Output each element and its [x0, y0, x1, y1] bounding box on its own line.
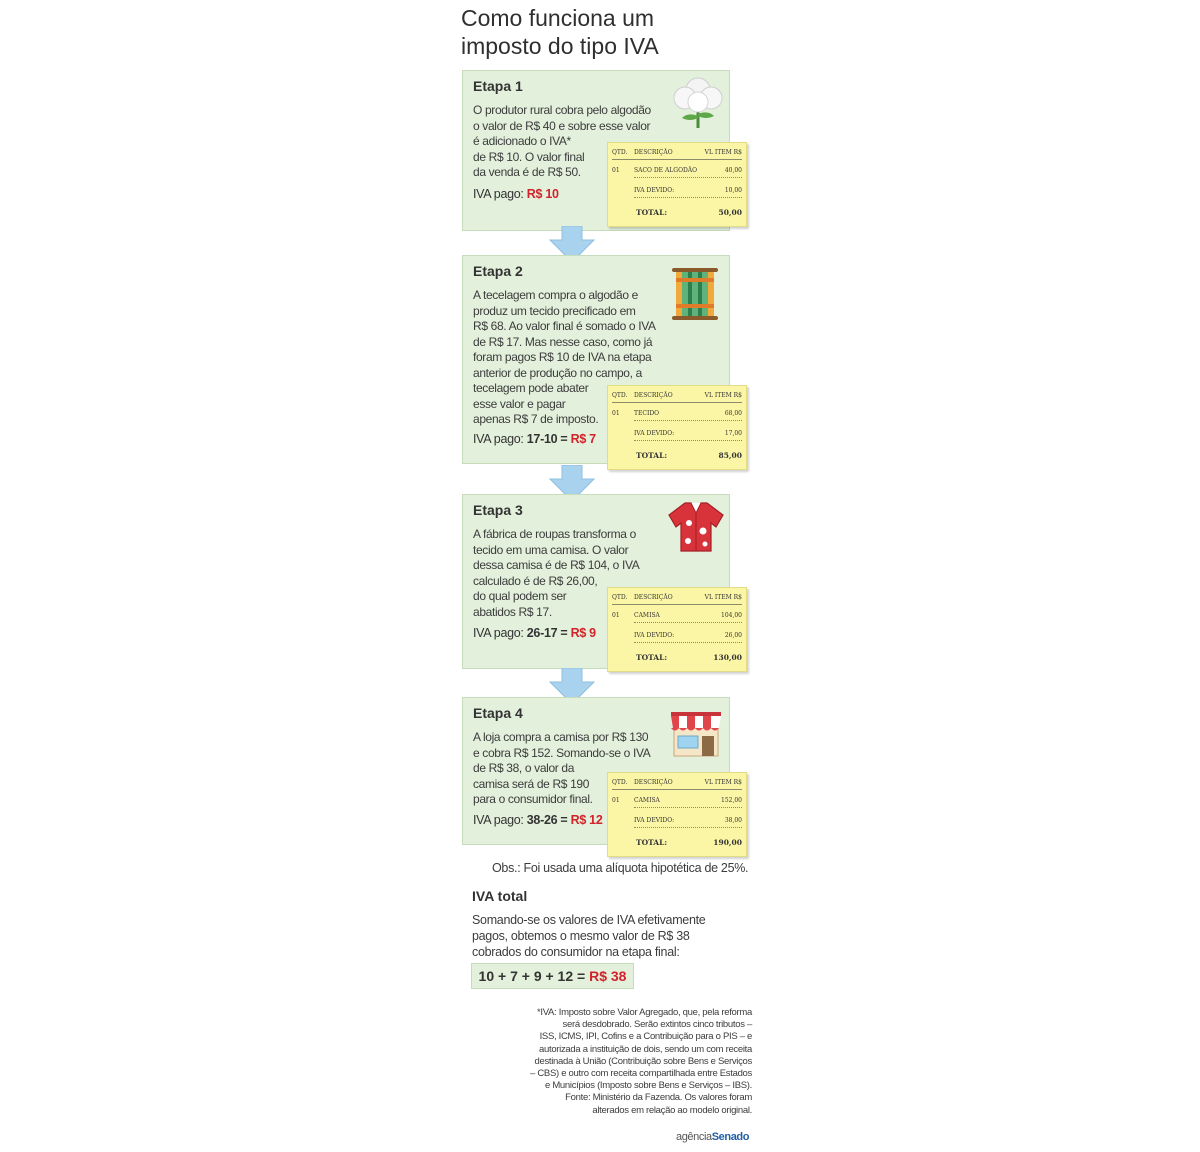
- stage-1-receipt: [607, 142, 747, 227]
- receipt-qtd-header: QTD.: [612, 779, 628, 786]
- text-line: O produtor rural cobra pelo algodão: [473, 103, 651, 117]
- receipt-total-label: TOTAL:: [636, 653, 668, 662]
- stage-2-title: Etapa 2: [473, 263, 523, 279]
- receipt-item-value: 152,00: [721, 797, 742, 804]
- receipt-rule: [634, 177, 742, 178]
- agencia-senado-logo: [676, 1131, 749, 1143]
- iva-value: R$ 9: [570, 626, 596, 640]
- receipt-rule: [612, 159, 742, 160]
- receipt-qtd-header: QTD.: [612, 392, 628, 399]
- receipt-iva-label: IVA DEVIDO:: [634, 817, 675, 824]
- text-line: esse valor e pagar: [473, 396, 566, 411]
- receipt-rule: [634, 440, 742, 441]
- receipt-iva-label: IVA DEVIDO:: [634, 632, 675, 639]
- footnote-line: alterados em relação ao modelo original.: [592, 1104, 752, 1116]
- receipt-value-header: VL ITEM R$: [704, 779, 742, 786]
- total-text: [472, 912, 705, 960]
- receipt-total-label: TOTAL:: [636, 451, 668, 460]
- footnote: [470, 1007, 752, 1117]
- footnote-line: ISS, ICMS, IPI, Cofins e a Contribuição para o PIS – e: [539, 1031, 752, 1043]
- logo-prefix: agência: [676, 1131, 712, 1143]
- stage-4-iva-paid: [473, 813, 602, 827]
- stage-3-receipt: [607, 587, 747, 672]
- receipt-rule: [634, 642, 742, 643]
- receipt-total-value: 50,00: [718, 208, 742, 217]
- store-icon: [669, 710, 723, 758]
- receipt-iva-value: 26,00: [724, 632, 742, 639]
- receipt-value-header: VL ITEM R$: [704, 594, 742, 601]
- receipt-total-value: 85,00: [718, 451, 742, 460]
- receipt-value-header: VL ITEM R$: [704, 392, 742, 399]
- page-title: [461, 4, 761, 60]
- receipt-rule: [612, 789, 742, 790]
- footnote-line: destinada à União (Contribuição sobre Bens e Serviços: [534, 1055, 752, 1067]
- receipt-desc-header: DESCRIÇÃO: [634, 779, 673, 786]
- footnote-line: será desdobrado. Serão extintos cinco tributos –: [562, 1019, 752, 1031]
- text-line: foram pagos R$ 10 de IVA na etapa: [473, 350, 652, 364]
- stage-4-receipt: [607, 772, 747, 857]
- text-line: R$ 68. Ao valor final é somado o IVA: [473, 319, 656, 333]
- text-line: A fábrica de roupas transforma o: [473, 527, 636, 541]
- text-line: camisa será de R$ 190: [473, 776, 590, 791]
- iva-calc: 17-10 =: [526, 432, 568, 446]
- total-title: IVA total: [472, 888, 528, 904]
- stage-3-title: Etapa 3: [473, 502, 523, 518]
- stage-2-receipt: [607, 385, 747, 470]
- footnote-line: *IVA: Imposto sobre Valor Agregado, que, pela reforma: [536, 1007, 752, 1018]
- iva-label: IVA pago:: [473, 813, 524, 827]
- receipt-iva-value: 17,00: [724, 430, 742, 437]
- observation-note: Obs.: Foi usada uma alíquota hipotética de 25%.: [492, 861, 749, 875]
- receipt-rule: [634, 197, 742, 198]
- text-line: do qual podem ser: [473, 589, 567, 603]
- receipt-qty: 01: [612, 167, 620, 174]
- logo-brand: Senado: [711, 1131, 750, 1143]
- text-line: abatidos R$ 17.: [473, 604, 552, 619]
- receipt-item: TECIDO: [634, 410, 660, 417]
- receipt-iva-label: IVA DEVIDO:: [634, 430, 675, 437]
- stage-3-iva-paid: [473, 626, 596, 640]
- title-line-2: imposto do tipo IVA: [461, 33, 659, 59]
- cotton-icon: [668, 74, 728, 130]
- stage-1-title: Etapa 1: [473, 78, 523, 94]
- receipt-total-value: 130,00: [713, 653, 742, 662]
- footnote-line: e Municípios (Imposto sobre Bens e Serviços – IBS).: [545, 1080, 752, 1092]
- footnote-line: – CBS) e outro com receita compartilhada entre Estados: [530, 1068, 752, 1080]
- receipt-rule: [612, 604, 742, 605]
- iva-label: IVA pago:: [473, 187, 524, 201]
- receipt-iva-value: 10,00: [724, 187, 742, 194]
- text-line: para o consumidor final.: [473, 792, 593, 806]
- text-line: da venda é de R$ 50.: [473, 165, 581, 179]
- text-line: anterior de produção no campo, a: [473, 365, 642, 380]
- text-line: apenas R$ 7 de imposto.: [473, 412, 599, 426]
- receipt-qtd-header: QTD.: [612, 149, 628, 156]
- text-line: de R$ 38, o valor da: [473, 761, 575, 775]
- text-line: dessa camisa é de R$ 104, o IVA: [473, 558, 640, 572]
- text-line: pagos, obtemos o mesmo valor de R$ 38: [472, 929, 690, 943]
- text-line: é adicionado o IVA*: [473, 134, 571, 148]
- receipt-rule: [612, 402, 742, 403]
- text-line: calculado é de R$ 26,00,: [473, 573, 598, 588]
- receipt-qty: 01: [612, 797, 620, 804]
- formula-sum: 10 + 7 + 9 + 12 =: [478, 968, 586, 984]
- receipt-rule: [634, 420, 742, 421]
- text-line: A loja compra a camisa por R$ 130: [473, 730, 649, 744]
- stage-2-iva-paid: [473, 432, 596, 446]
- text-line: tecido em uma camisa. O valor: [473, 542, 629, 557]
- iva-value: R$ 10: [526, 187, 559, 201]
- receipt-item: CAMISA: [634, 612, 660, 619]
- iva-calc: 26-17 =: [526, 626, 568, 640]
- text-line: de R$ 10. O valor final: [473, 149, 585, 164]
- receipt-qty: 01: [612, 612, 620, 619]
- text-line: cobrados do consumidor na etapa final:: [472, 945, 680, 959]
- text-line: A tecelagem compra o algodão e: [473, 288, 638, 302]
- iva-value: R$ 12: [570, 813, 603, 827]
- receipt-qtd-header: QTD.: [612, 594, 628, 601]
- receipt-desc-header: DESCRIÇÃO: [634, 149, 673, 156]
- fabric-icon: [670, 268, 720, 320]
- receipt-qty: 01: [612, 410, 620, 417]
- stage-1-iva-paid: [473, 187, 559, 201]
- footnote-line: Fonte: Ministério da Fazenda. Os valores foram: [565, 1092, 752, 1104]
- iva-value: R$ 7: [570, 432, 596, 446]
- total-formula: [471, 963, 634, 989]
- text-line: de R$ 17. Mas nesse caso, como já: [473, 334, 653, 349]
- iva-label: IVA pago:: [473, 432, 524, 446]
- receipt-desc-header: DESCRIÇÃO: [634, 594, 673, 601]
- receipt-iva-label: IVA DEVIDO:: [634, 187, 675, 194]
- receipt-item-value: 104,00: [721, 612, 742, 619]
- text-line: e cobra R$ 152. Somando-se o IVA: [473, 745, 651, 760]
- text-line: o valor de R$ 40 e sobre esse valor: [473, 118, 651, 133]
- receipt-rule: [634, 827, 742, 828]
- receipt-total-value: 190,00: [713, 838, 742, 847]
- receipt-total-label: TOTAL:: [636, 208, 668, 217]
- receipt-iva-value: 38,00: [724, 817, 742, 824]
- footnote-line: autorizada a instituição de dois, sendo um com receita: [539, 1043, 752, 1055]
- formula-result: R$ 38: [589, 968, 627, 984]
- receipt-total-label: TOTAL:: [636, 838, 668, 847]
- text-line: tecelagem pode abater: [473, 381, 589, 395]
- text-line: produz um tecido precificado em: [473, 303, 636, 318]
- receipt-value-header: VL ITEM R$: [704, 149, 742, 156]
- receipt-item: CAMISA: [634, 797, 660, 804]
- receipt-item: SACO DE ALGODÃO: [634, 167, 698, 174]
- text-line: Somando-se os valores de IVA efetivamente: [472, 913, 706, 927]
- title-line-1: Como funciona um: [461, 5, 655, 31]
- receipt-item-value: 68,00: [724, 410, 742, 417]
- stage-4-title: Etapa 4: [473, 705, 523, 721]
- receipt-rule: [634, 807, 742, 808]
- receipt-desc-header: DESCRIÇÃO: [634, 392, 673, 399]
- receipt-rule: [634, 622, 742, 623]
- iva-label: IVA pago:: [473, 626, 524, 640]
- iva-calc: 38-26 =: [526, 813, 568, 827]
- receipt-item-value: 40,00: [724, 167, 742, 174]
- shirt-icon: [667, 501, 725, 553]
